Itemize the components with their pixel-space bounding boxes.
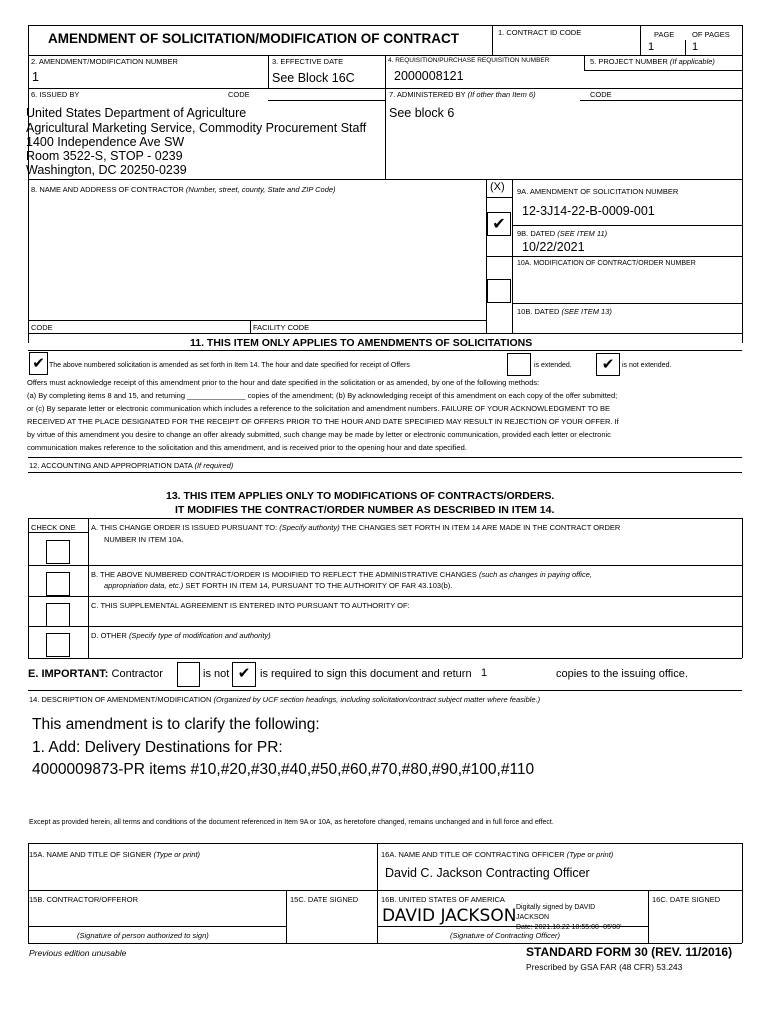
solicitation-amendment-label: 9A. AMENDMENT OF SOLICITATION NUMBER (517, 187, 679, 196)
option-b-checkbox[interactable] (46, 572, 70, 596)
contract-dated-label: 10B. DATED (SEE ITEM 13) (517, 307, 612, 316)
page-label: PAGE (654, 30, 675, 39)
digital-signature-block: Digitally signed by DAVID JACKSON Date: 2021.10.22 10:55:00 -05'00' (516, 904, 622, 931)
signer-name-label: 15A. NAME AND TITLE OF SIGNER (Type or print) (29, 850, 201, 859)
previous-edition-note: Previous edition unusable (29, 948, 127, 958)
issuer-address-line: Washington, DC 20250-0239 (26, 163, 187, 177)
check-icon: ✔ (237, 664, 251, 682)
not-extended-checkbox[interactable] (596, 353, 620, 376)
section-11-statement: The above numbered solicitation is amended as set forth in Item 14. The hour and date specified for receipt of Offers (49, 362, 410, 369)
solicitation-dated-value: 10/22/2021 (522, 240, 585, 254)
return-copies-count: 1 (481, 667, 488, 679)
option-d-checkbox[interactable] (46, 633, 70, 657)
description-line: 4000009873-PR items #10,#20,#30,#40,#50,#60,#70,#80,#90,#100,#110 (32, 761, 535, 778)
check-icon: ✔ (601, 355, 615, 373)
contractor-address-label: 8. NAME AND ADDRESS OF CONTRACTOR (Number, street, county, State and ZIP Code) (31, 185, 336, 194)
requisition-number: 2000008121 (394, 69, 464, 83)
page-number: 1 (648, 41, 655, 53)
contract-id-code-label: 1. CONTRACT ID CODE (498, 28, 582, 37)
contractor-offeror-label: 15B. CONTRACTOR/OFFEROR (29, 895, 139, 904)
accounting-data-label: 12. ACCOUNTING AND APPROPRIATION DATA (If required) (29, 461, 234, 470)
effective-date-label: 3. EFFECTIVE DATE (272, 57, 344, 66)
option-c-text: C. THIS SUPPLEMENTAL AGREEMENT IS ENTERED INTO PURSUANT TO AUTHORITY OF: (91, 601, 410, 610)
copies-to-issuing-office: copies to the issuing office. (556, 668, 688, 680)
solicitation-amendment-checkbox[interactable] (487, 212, 511, 236)
description-line: 1. Add: Delivery Destinations for PR: (32, 739, 283, 756)
option-a-checkbox[interactable] (46, 540, 70, 564)
solicitation-dated-label: 9B. DATED (SEE ITEM 11) (517, 229, 608, 238)
amendment-number: 1 (32, 70, 39, 84)
issuer-address-line: Room 3522-S, STOP - 0239 (26, 149, 183, 163)
contractor-required-checkbox[interactable] (177, 662, 200, 687)
extended-checkbox[interactable] (507, 353, 531, 376)
option-b-text-cont: appropriation data, etc.) SET FORTH IN ITEM 14, PURSUANT TO THE AUTHORITY OF FAR 43.103(b). (104, 581, 453, 590)
option-a-text-cont: NUMBER IN ITEM 10A. (104, 535, 184, 544)
is-required-label: is required to sign this document and return (260, 668, 472, 680)
option-d-text: D. OTHER (Specify type of modification and authority) (91, 631, 271, 640)
option-b-text: B. THE ABOVE NUMBERED CONTRACT/ORDER IS MODIFIED TO REFLECT THE ADMINISTRATIVE CHANGES (such as changes in paying office, (91, 570, 592, 579)
amended-checkbox[interactable] (29, 352, 48, 375)
option-a-text: A. THIS CHANGE ORDER IS ISSUED PURSUANT TO: (Specify authority) THE CHANGES SET FORTH IN ITEM 14 ARE MADE IN THE CONTRACT ORDER (91, 523, 621, 532)
section-11-title: 11. THIS ITEM ONLY APPLIES TO AMENDMENTS OF SOLICITATIONS (190, 337, 533, 349)
officer-signature: DAVID JACKSON (382, 906, 517, 926)
extended-label: is extended. (534, 362, 572, 369)
contract-modification-checkbox[interactable] (487, 279, 511, 303)
terms-unchanged-statement: Except as provided herein, all terms and conditions of the document referenced in Item 9A or 10A, as heretofore changed, remains unchanged and in full force and effect. (29, 819, 554, 826)
prescribed-by-note: Prescribed by GSA FAR (48 CFR) 53.243 (526, 962, 683, 972)
issued-by-code-label: CODE (228, 90, 250, 99)
facility-code-label: FACILITY CODE (253, 323, 310, 332)
contract-modification-label: 10A. MODIFICATION OF CONTRACT/ORDER NUMBER (517, 260, 696, 267)
x-column-label: (X) (490, 181, 505, 193)
is-not-checkbox[interactable] (232, 662, 256, 687)
page-count: 1 (692, 41, 699, 53)
check-one-label: CHECK ONE (31, 523, 76, 532)
effective-date: See Block 16C (272, 71, 355, 85)
issuer-address-line: United States Department of Agriculture (26, 106, 247, 120)
standard-form-title: STANDARD FORM 30 (REV. 11/2016) (526, 945, 733, 959)
amendment-number-label: 2. AMENDMENT/MODIFICATION NUMBER (31, 57, 178, 66)
administered-by-code-label: CODE (590, 90, 612, 99)
not-extended-label: is not extended. (622, 362, 672, 369)
section-13-subtitle: IT MODIFIES THE CONTRACT/ORDER NUMBER AS DESCRIBED IN ITEM 14. (175, 504, 555, 516)
section-11-instructions: Offers must acknowledge receipt of this amendment prior to the hour and date specified in the solicitation or as amended, by one of the following methods: (a) By completing items 8 and 15, and returning ______________ copies of the amendment; (b) By acknowledging receipt of this amendment on each copy of the offer submitted; or (c) By separate letter or electronic communication which includes a reference to the solicitation and amendment numbers. FAILURE OF YOUR ACKNOWLEDGMENT TO BE RECEIVED AT THE PLACE DESIGNATED FOR THE RECEIPT OF OFFERS PRIOR TO THE HOUR AND DATE SPECIFIED MAY RESULT IN REJECTION OF YOUR OFFER. If by virtue of this amendment you desire to change an offer already submitted, such change may be made by letter or electronic communication, provided each letter or electronic communication makes reference to the solicitation and this amendment, and is received prior to the opening hour and date specified. (27, 378, 619, 452)
contractor-date-signed-label: 15C. DATE SIGNED (290, 895, 359, 904)
is-not-label: is not (203, 668, 230, 680)
check-icon: ✔ (32, 354, 45, 372)
issued-by-label: 6. ISSUED BY (31, 90, 80, 99)
requisition-number-label: 4. REQUISITION/PURCHASE REQUISITION NUMBER (388, 57, 550, 64)
officer-signature-caption: (Signature of Contracting Officer) (450, 931, 561, 940)
description-line: This amendment is to clarify the following: (32, 716, 320, 733)
issuer-address-line: 1400 Independence Ave SW (26, 135, 185, 149)
contractor-code-label: CODE (31, 323, 53, 332)
solicitation-amendment-number: 12-3J14-22-B-0009-001 (522, 204, 655, 218)
contractor-signature-caption: (Signature of person authorized to sign) (77, 931, 209, 940)
form-title: AMENDMENT OF SOLICITATION/MODIFICATION OF CONTRACT (48, 31, 459, 46)
description-label: 14. DESCRIPTION OF AMENDMENT/MODIFICATION (Organized by UCF section headings, including solicitation/contract subject matter where feasible.) (29, 695, 541, 704)
issuer-address-line: Agricultural Marketing Service, Commodity Procurement Staff (26, 121, 367, 135)
united-states-label: 16B. UNITED STATES OF AMERICA (381, 895, 505, 904)
contracting-officer-name: David C. Jackson Contracting Officer (385, 866, 590, 880)
check-icon: ✔ (492, 214, 506, 233)
important-row: E. IMPORTANT: Contractor (28, 668, 163, 680)
officer-date-signed-label: 16C. DATE SIGNED (652, 895, 721, 904)
administered-by-value: See block 6 (389, 106, 455, 120)
project-number-label: 5. PROJECT NUMBER (If applicable) (590, 57, 715, 66)
section-13-title: 13. THIS ITEM APPLIES ONLY TO MODIFICATIONS OF CONTRACTS/ORDERS. (166, 490, 555, 502)
of-pages-label: OF PAGES (692, 30, 730, 39)
administered-by-label: 7. ADMINISTERED BY (If other than Item 6) (389, 90, 536, 99)
contracting-officer-name-label: 16A. NAME AND TITLE OF CONTRACTING OFFICER (Type or print) (381, 850, 614, 859)
option-c-checkbox[interactable] (46, 603, 70, 627)
